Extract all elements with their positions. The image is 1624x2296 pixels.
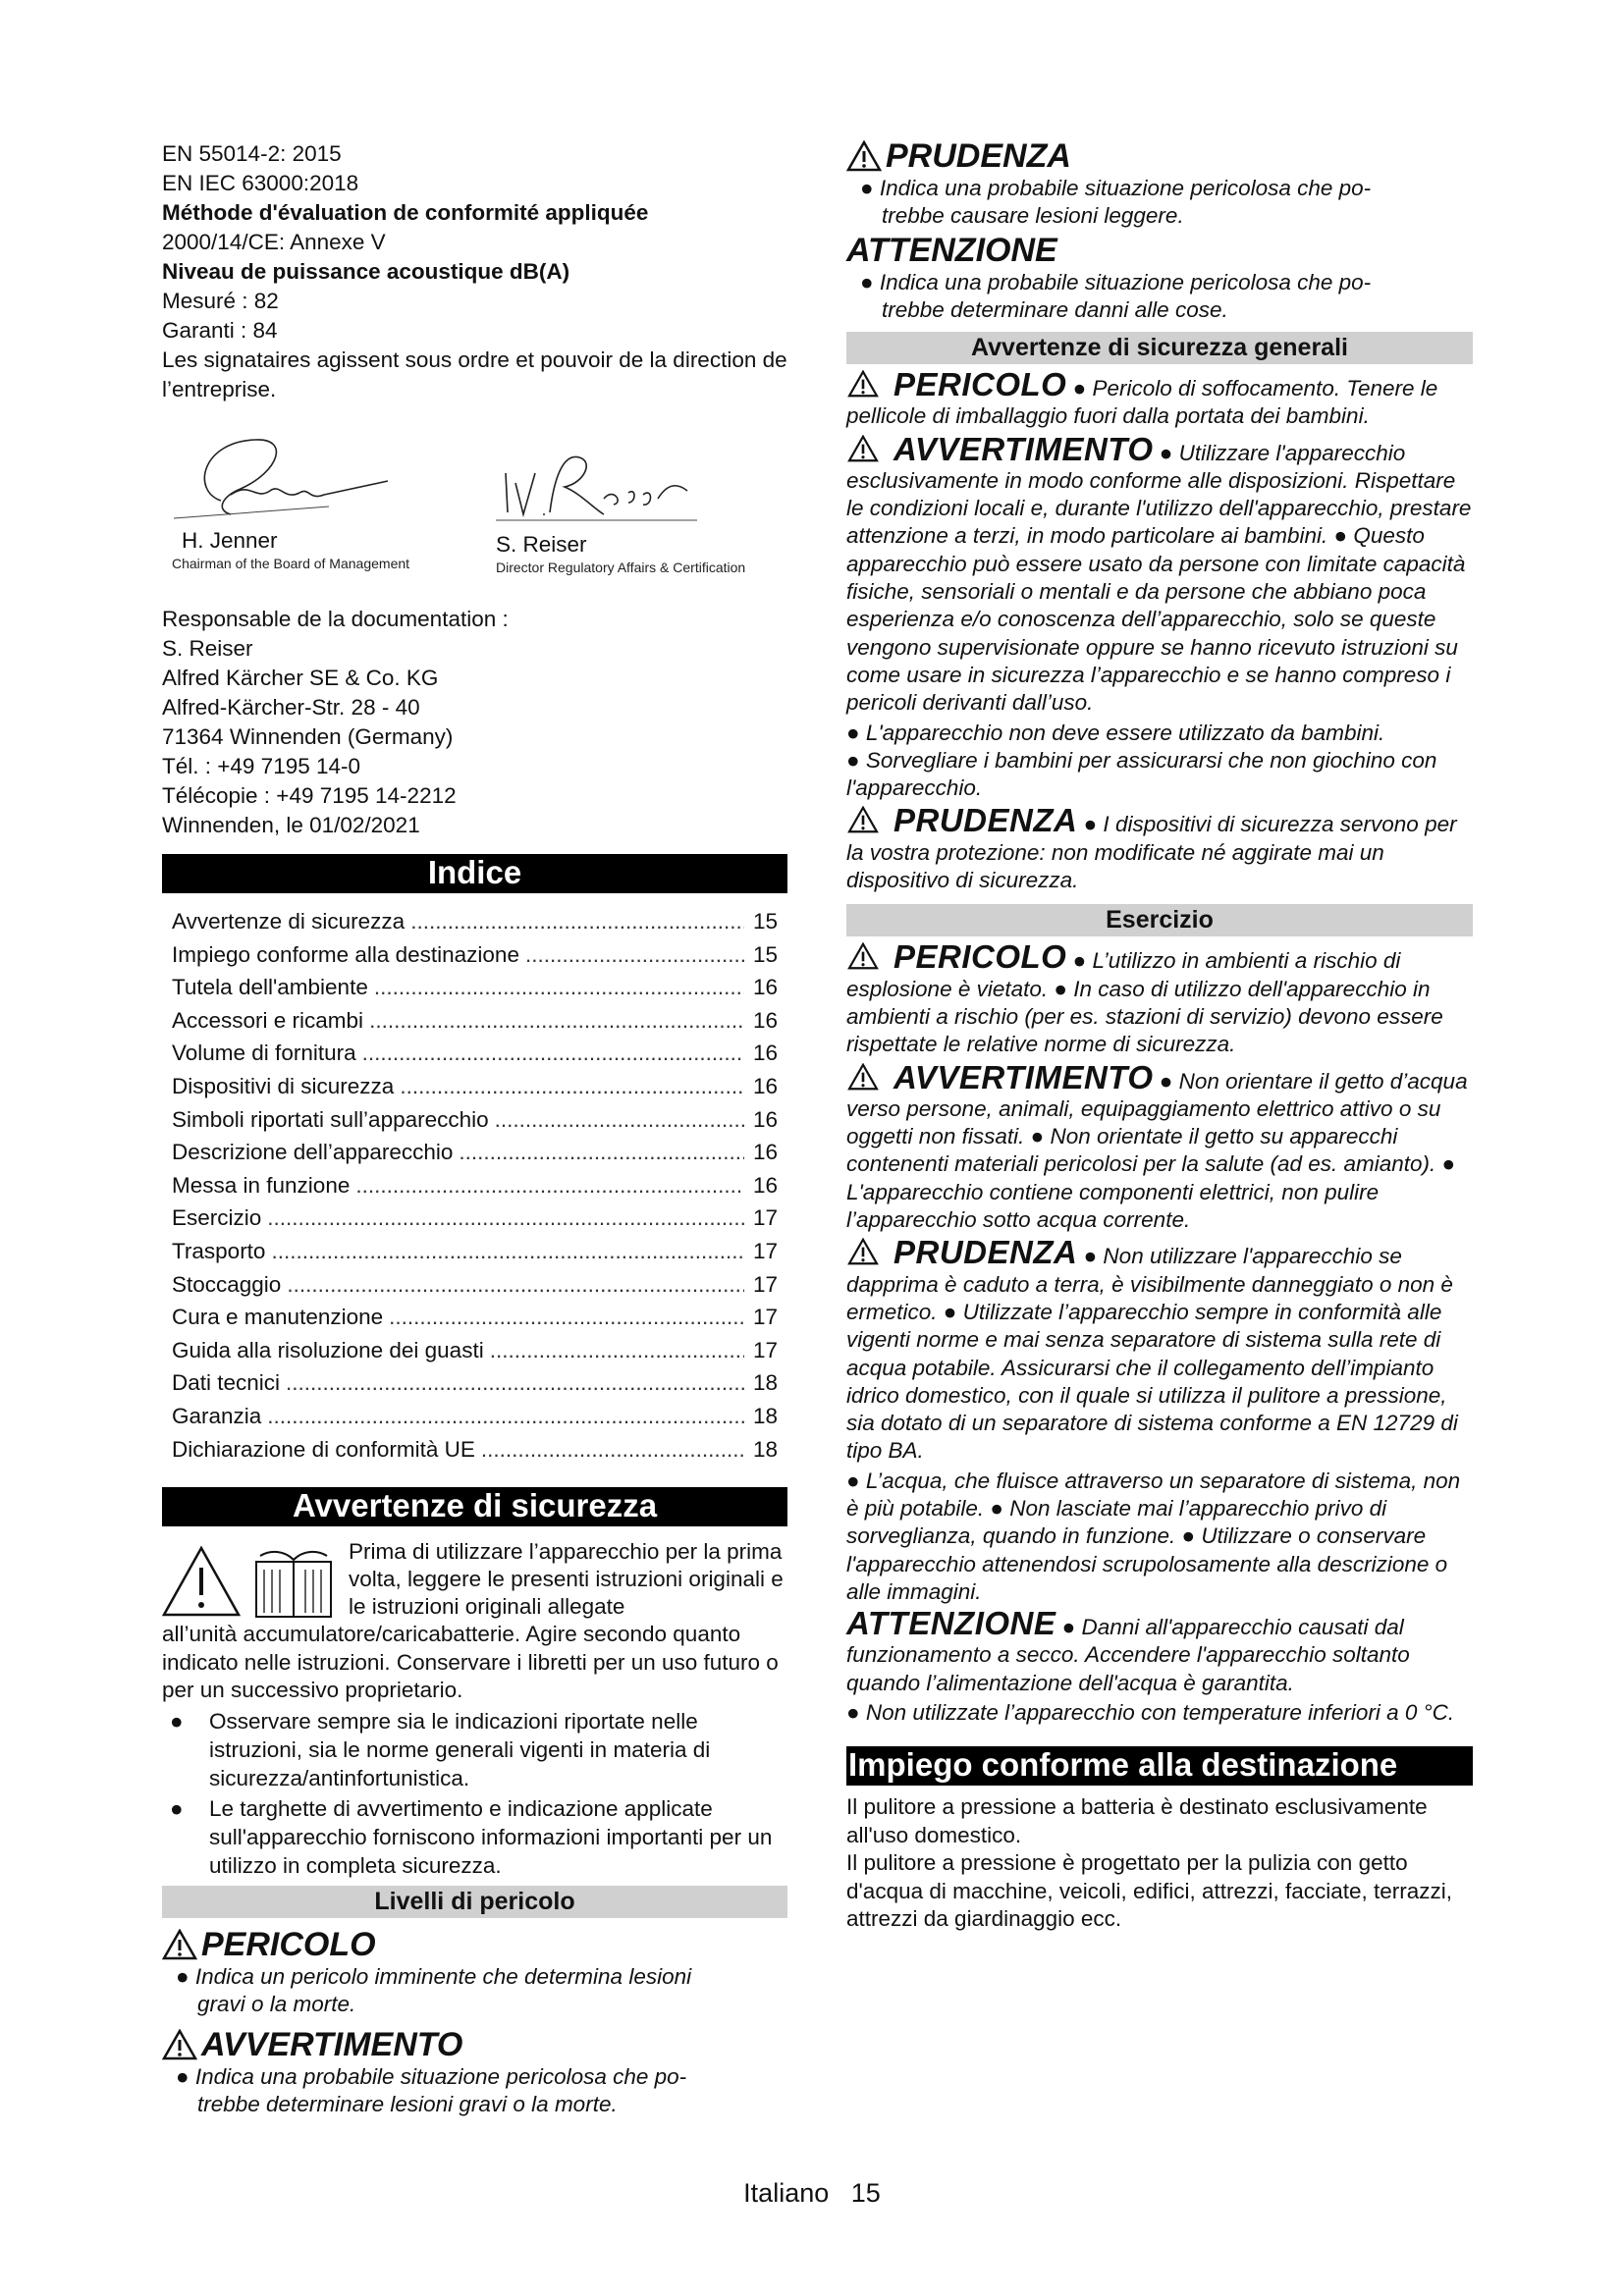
attention-para [846, 1605, 1473, 1697]
general-extra-line: ● Sorvegliare i bambini per assicurarsi che non giochino con l'apparecchio. [846, 747, 1437, 801]
doc-line: 71364 Winnenden (Germany) [162, 724, 454, 749]
caution-level-desc [846, 175, 1473, 230]
danger-level-desc [162, 1963, 787, 2018]
toc-leader [362, 1037, 744, 1070]
toc-entry[interactable] [172, 1301, 787, 1334]
right-column [846, 137, 1473, 1934]
safety-intro-text: Prima di utilizzare l’apparecchio per la prima volta, leggere le presenti istruzioni originali e le istruzioni originali allegate [349, 1539, 784, 1620]
toc-page: 18 [752, 1436, 778, 1462]
toc-title: Impiego conforme alla destinazione [172, 941, 519, 967]
toc-page: 16 [752, 1140, 778, 1165]
bullet-text: Osservare sempre sia le indicazioni riportate nelle istruzioni, sia le norme generali vigenti in materia di sicurezza/antinfortunistica. [209, 1708, 711, 1790]
desc-line: trebbe causare lesioni leggere. [882, 203, 1184, 228]
toc-page: 17 [752, 1337, 778, 1362]
decl-line: Mesuré : 82 [162, 289, 279, 313]
toc-title: Simboli riportati sull’apparecchio [172, 1106, 489, 1132]
warning-triangle-icon [162, 2029, 197, 2060]
toc-entry[interactable] [172, 1400, 787, 1433]
toc-entry[interactable] [172, 1201, 787, 1235]
toc-page: 17 [752, 1305, 778, 1330]
warning-triangle-icon [162, 1929, 197, 1960]
toc-title: Dispositivi di sicurezza [172, 1073, 395, 1098]
toc-page: 15 [752, 941, 778, 967]
para-label: PRUDENZA [893, 802, 1078, 839]
para-text: ● L’utilizzo in ambienti a rischio di esplosione è vietato. ● In caso di utilizzo dell'apparecchio in ambienti a rischio (per es. stazioni di servizio) devono essere rispettate le relative norme di sicurezza. [846, 948, 1443, 1057]
index-title: Indice [162, 854, 787, 893]
toc-leader [389, 1301, 744, 1334]
toc-leader [271, 1235, 744, 1268]
para-text: ● Danni all'apparecchio causati dal funzionamento a secco. Accendere l'apparecchio soltanto quando l’alimentazione dell'acqua è garantita. [846, 1615, 1410, 1695]
toc-entry[interactable] [172, 905, 787, 938]
operation-danger-para [846, 938, 1473, 1058]
safety-intro-text: all’unità accumulatore/caricabatterie. Agire secondo quanto indicato nelle istruzioni. Conservare i libretti per un uso futuro o per un successivo proprietario. [162, 1622, 779, 1703]
danger-level [162, 1926, 787, 2018]
bullet-icon: ● [170, 1708, 184, 1734]
danger-level-label: PERICOLO [201, 1925, 376, 1963]
bullet-icon: ● [170, 1795, 184, 1821]
toc-leader [495, 1103, 744, 1137]
toc-entry[interactable] [172, 1433, 787, 1467]
toc-title: Messa in funzione [172, 1172, 351, 1198]
warning-level-label: AVVERTIMENTO [201, 2025, 463, 2063]
toc-entry[interactable] [172, 1070, 787, 1103]
desc-line: trebbe determinare danni alle cose. [882, 297, 1228, 322]
toc-leader [525, 938, 744, 972]
signature-name: S. Reiser [496, 532, 587, 557]
warning-triangle-icon [846, 140, 882, 172]
page-footer [0, 2177, 1624, 2209]
warning-level-desc [162, 2063, 787, 2118]
toc-entry[interactable] [172, 1366, 787, 1400]
doc-line: Winnenden, le 01/02/2021 [162, 813, 420, 837]
toc-page: 18 [752, 1370, 778, 1396]
toc-entry[interactable] [172, 938, 787, 972]
decl-line: 2000/14/CE: Annexe V [162, 230, 386, 254]
toc-page: 15 [752, 909, 778, 934]
use-paragraph: Il pulitore a pressione è progettato per la pulizia con getto d'acqua di macchine, veicoli, edifici, attrezzi, facciate, terrazzi, attrezzi da giardinaggio ecc. [846, 1850, 1453, 1932]
danger-level-heading [162, 1926, 787, 1963]
operation-extra: ● L’acqua, che fluisce attraverso un separatore di sistema, non è più potabile. ● Non lasciate mai l’apparecchio privo di sorveglianza, quando in funzione. ● Utilizzare o conservare l'apparecchio attenendosi scrupolosamente alla descrizione o alle immagini. [846, 1468, 1461, 1604]
signatories-text: Les signataires agissent sous ordre et pouvoir de la direction de l’entreprise. [162, 347, 787, 401]
attention-level-desc [846, 269, 1473, 324]
general-warning-para [846, 430, 1473, 718]
bullet-text: Le targhette di avvertimento e indicazione applicate sull'apparecchio forniscono informazioni importanti per un utilizzo in completa sicurezza. [209, 1795, 773, 1878]
decl-line: EN 55014-2: 2015 [162, 141, 342, 166]
toc-leader [490, 1334, 744, 1367]
toc-leader [286, 1366, 744, 1400]
toc-page: 16 [752, 1007, 778, 1033]
signature-reiser [496, 444, 790, 576]
para-label: AVVERTIMENTO [893, 430, 1154, 467]
caution-level-label: PRUDENZA [886, 137, 1071, 175]
para-label: ATTENZIONE [846, 1605, 1056, 1642]
toc-leader [481, 1433, 744, 1467]
toc-leader [459, 1136, 744, 1169]
toc-entry[interactable] [172, 1103, 787, 1137]
toc-title: Trasporto [172, 1238, 266, 1263]
bullet-item [162, 1707, 787, 1792]
footer-language: Italiano [743, 2178, 830, 2208]
toc-leader [410, 905, 744, 938]
warning-triangle-icon [846, 806, 880, 833]
use-paragraph: Il pulitore a pressione a batteria è destinato esclusivamente all'uso domestico. [846, 1794, 1428, 1847]
toc-title: Descrizione dell’apparecchio [172, 1140, 454, 1165]
signature-role: Chairman of the Board of Management [172, 556, 410, 571]
levels-title: Livelli di pericolo [162, 1886, 787, 1918]
safety-title: Avvertenze di sicurezza [162, 1487, 787, 1526]
doc-line: S. Reiser [162, 636, 253, 661]
toc-page: 16 [752, 975, 778, 1000]
desc-line: ● Indica una probabile situazione pericolosa che po- [860, 270, 1372, 294]
attention-level [846, 232, 1473, 324]
operation-caution-para [846, 1234, 1473, 1465]
toc-leader [287, 1268, 744, 1302]
para-text: ● Utilizzare l'apparecchio esclusivamente in modo conforme alle disposizioni. Rispettare le condizioni locali e, durante l'utilizzo dell'apparecchio, prestare attenzione a terzi, in modo particolare ai bambini. ● Questo apparecchio può essere usato da persone con limitate capacità fisiche, sensoriali o mentali e da persone che abbiano poca esperienza e/o conoscenza dell’apparecchio, solo se queste vengono supervisionate oppure se hanno ricevuto istruzioni su come usare in sicurezza l’apparecchio e se hanno compreso i pericoli derivanti dall’uso. [846, 440, 1472, 716]
operation-warning-para [846, 1058, 1473, 1235]
toc-title: Dati tecnici [172, 1370, 281, 1396]
para-label: PERICOLO [893, 938, 1067, 976]
general-extra-line: ● L'apparecchio non deve essere utilizzato da bambini. [846, 720, 1385, 745]
toc-page: 16 [752, 1106, 778, 1132]
toc-page: 18 [752, 1403, 778, 1428]
doc-line: Tél. : +49 7195 14-0 [162, 754, 361, 778]
doc-line: Responsable de la documentation : [162, 607, 509, 631]
para-label: PRUDENZA [893, 1234, 1078, 1271]
left-column [162, 139, 787, 2118]
warning-triangle-icon [846, 435, 880, 462]
signature-name: H. Jenner [182, 528, 278, 553]
toc-title: Garanzia [172, 1403, 262, 1428]
toc-title: Guida alla risoluzione dei guasti [172, 1337, 484, 1362]
warning-triangle-icon [846, 1063, 880, 1091]
toc-title: Cura e manutenzione [172, 1305, 384, 1330]
toc-entry[interactable] [172, 1136, 787, 1169]
toc-title: Accessori e ricambi [172, 1007, 364, 1033]
toc-leader [267, 1201, 744, 1235]
para-label: PERICOLO [893, 366, 1067, 402]
toc-entry[interactable] [172, 1037, 787, 1070]
desc-line: trebbe determinare lesioni gravi o la morte. [197, 2091, 618, 2116]
para-text: ● I dispositivi di sicurezza servono per la vostra protezione: non modificate né aggirate mai un dispositivo di sicurezza. [846, 812, 1457, 893]
toc-page: 16 [752, 1041, 778, 1066]
toc-title: Avvertenze di sicurezza [172, 909, 406, 934]
handwritten-signature-icon [496, 444, 702, 526]
desc-line: ● Indica un pericolo imminente che determina lesioni [176, 1963, 692, 1989]
toc-entry[interactable] [172, 971, 787, 1004]
decl-line: EN IEC 63000:2018 [162, 171, 359, 195]
para-text: ● Non orientare il getto d’acqua verso persone, animali, equipaggiamento elettrico attivo o su oggetti non fissati. ● Non orientate il getto su apparecchi contenenti materiali pericolosi per la salute (ad es. amianto). ● L'apparecchio contiene componenti elettrici, non pulire l’apparecchio sotto acqua corrente. [846, 1068, 1468, 1233]
caution-level-heading [846, 137, 1473, 175]
doc-line: Alfred Kärcher SE & Co. KG [162, 666, 439, 690]
handwritten-signature-icon [162, 432, 398, 526]
toc-leader [400, 1070, 744, 1103]
caution-level [846, 137, 1473, 230]
attention-level-heading [846, 232, 1473, 269]
para-text: ● Pericolo di soffocamento. Tenere le pellicole di imballaggio fuori dalla portata dei bambini. [846, 376, 1438, 429]
safety-intro [162, 1538, 787, 1705]
decl-heading: Niveau de puissance acoustique dB(A) [162, 259, 570, 284]
toc-title: Volume di fornitura [172, 1041, 356, 1066]
attention-level-label: ATTENZIONE [846, 232, 1057, 269]
general-caution-para [846, 802, 1473, 894]
general-danger-para [846, 366, 1473, 431]
desc-line: gravi o la morte. [197, 1991, 356, 2016]
warning-manual-icon [162, 1544, 339, 1621]
toc-leader [374, 971, 744, 1004]
desc-line: ● Indica una probabile situazione pericolosa che po- [176, 2063, 687, 2089]
toc-entry[interactable] [172, 1334, 787, 1367]
toc-entry[interactable] [172, 1235, 787, 1268]
toc-entry[interactable] [172, 1004, 787, 1038]
warning-level-heading [162, 2026, 787, 2063]
warning-triangle-icon [846, 942, 880, 970]
para-label: AVVERTIMENTO [893, 1058, 1154, 1095]
toc-leader [267, 1400, 744, 1433]
attention-extra: ● Non utilizzate l’apparecchio con temperature inferiori a 0 °C. [846, 1700, 1455, 1726]
declaration-block [162, 139, 787, 404]
decl-heading: Méthode d'évaluation de conformité appliquée [162, 200, 649, 225]
desc-line: ● Indica una probabile situazione pericolosa che po- [860, 176, 1372, 200]
doc-line: Alfred-Kärcher-Str. 28 - 40 [162, 695, 420, 720]
warning-triangle-icon [846, 1238, 880, 1265]
general-safety-title: Avvertenze di sicurezza generali [846, 332, 1473, 364]
use-title: Impiego conforme alla destinazione [846, 1746, 1473, 1786]
toc-leader [355, 1169, 744, 1202]
decl-line: Garanti : 84 [162, 318, 278, 343]
toc-entry[interactable] [172, 1268, 787, 1302]
warning-level [162, 2026, 787, 2118]
toc-page: 16 [752, 1073, 778, 1098]
toc-title: Dichiarazione di conformità UE [172, 1436, 475, 1462]
toc-title: Stoccaggio [172, 1271, 282, 1297]
signature-role: Director Regulatory Affairs & Certification [496, 560, 746, 575]
bullet-item [162, 1794, 787, 1880]
signature-jenner [162, 432, 417, 572]
toc-page: 17 [752, 1238, 778, 1263]
toc-page: 16 [752, 1172, 778, 1198]
toc-page: 17 [752, 1271, 778, 1297]
warning-triangle-icon [846, 370, 880, 398]
signature-area [162, 432, 787, 589]
toc-title: Tutela dell'ambiente [172, 975, 368, 1000]
operation-title: Esercizio [846, 904, 1473, 936]
page-number: 15 [850, 2178, 881, 2208]
toc-entry[interactable] [172, 1169, 787, 1202]
documentation-block [162, 605, 787, 840]
toc-leader [369, 1004, 744, 1038]
doc-line: Télécopie : +49 7195 14-2212 [162, 783, 457, 808]
para-text: ● Non utilizzare l'apparecchio se dapprima è caduto a terra, è visibilmente danneggiato o non è ermetico. ● Utilizzate l’apparecchio sempre in conformità alle vigenti norme e mai senza separatore di sistema sulla rete di acqua potabile. Assicurarsi che il collegamento dell’impianto idrico domestico, con il quale si utilizza il pulitore a pressione, sia dotato di un separatore di sistema conforme a EN 12729 di tipo BA. [846, 1244, 1458, 1464]
table-of-contents [162, 905, 787, 1466]
toc-page: 17 [752, 1205, 778, 1231]
toc-title: Esercizio [172, 1205, 262, 1231]
